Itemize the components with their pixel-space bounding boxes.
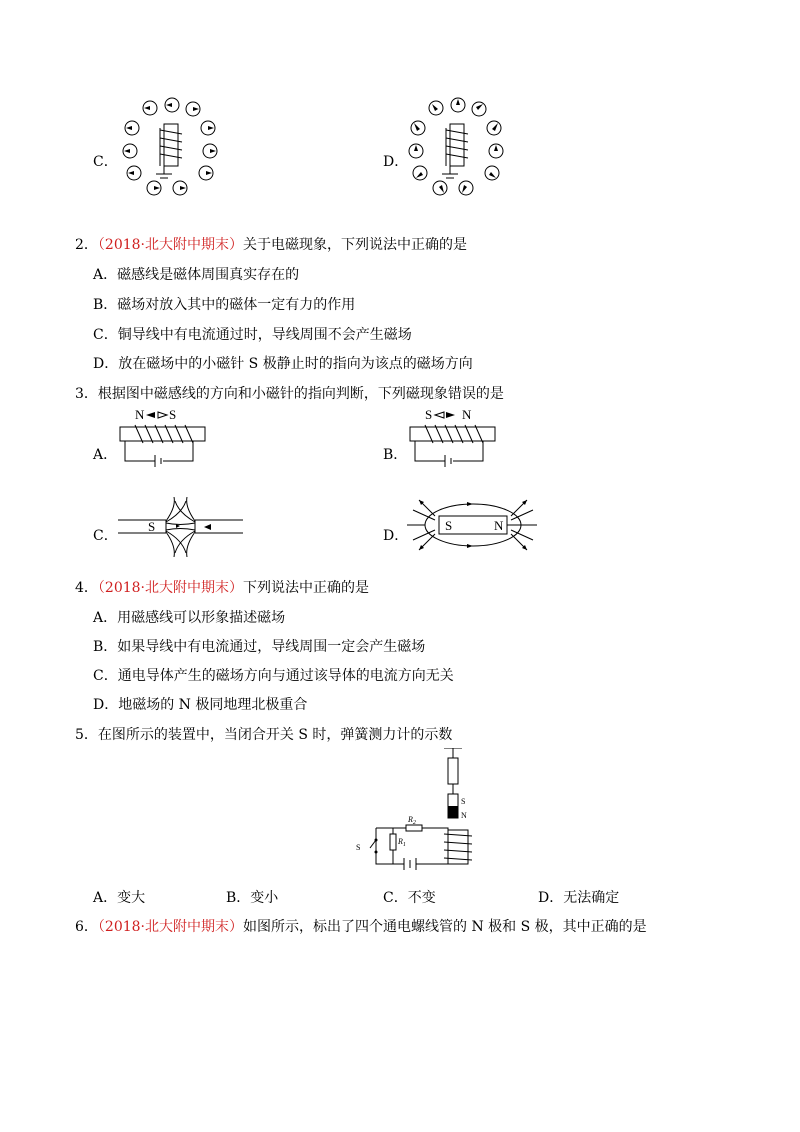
q2-option-b: B．磁场对放入其中的磁体一定有力的作用 [93,297,356,313]
q3a-compass-needle-left [146,412,155,418]
q5-stem-text: 在图所示的装置中，当闭合开关 S 时，弹簧测力计的示数 [97,727,453,743]
q4-stem [75,577,369,597]
q1-figure-d [406,96,506,196]
q3-figure-a [115,405,215,467]
q6-source: （2018·北大附中期末） [97,919,244,935]
q1-option-d-label: D． [383,154,409,170]
q3a-compass-needle-right [158,412,167,418]
q3-option-b-label: B． [383,447,408,463]
q4-option-d: D．地磁场的 N 极同地理北极重合 [93,697,308,713]
q3-option-a-label: A． [93,447,118,463]
q6-number: 6． [75,919,98,935]
q3a-left-pole: N [135,407,145,422]
q3-figure-d [405,494,540,560]
q5-switch-label: S [356,843,361,852]
q3-stem-text: 根据图中磁感线的方向和小磁针的指向判断，下列磁现象错误的是 [97,386,504,402]
q1-option-c-label: C． [93,154,118,170]
q3-figure-c [118,497,243,557]
q3-option-d-label: D． [383,528,409,544]
q5-magnet-n-label: N [461,811,467,820]
q3c-pole: S [148,519,156,534]
q2-source: （2018·北大附中期末） [97,237,244,253]
q6-stem-text: 如图所示，标出了四个通电螺线管的 N 极和 S 极，其中正确的是 [243,919,647,935]
q2-stem-text: 关于电磁现象，下列说法中正确的是 [243,237,468,253]
q4-option-b: B．如果导线中有电流通过，导线周围一定会产生磁场 [93,639,426,655]
q5-r2-sub: 2 [412,820,416,826]
q2-option-c: C．铜导线中有电流通过时，导线周围不会产生磁场 [93,327,412,343]
q6-stem [75,916,647,936]
q3b-right-pole: N [462,407,472,422]
q2-stem [75,234,467,254]
q5-r1-label: R [398,837,403,846]
q3b-left-pole: S [425,407,433,422]
q2-number: 2． [75,237,98,253]
q5-stem [75,724,452,744]
q3-number: 3． [75,386,98,402]
q3d-left-pole: S [445,518,453,533]
q3-stem [75,383,504,403]
svg-text:R1 [397,837,406,848]
q5-figure-circuit [352,748,472,870]
q5-option-a: A．变大 [93,890,146,906]
q3-option-c-label: C． [93,528,118,544]
q5-number: 5． [75,727,98,743]
q5-r2-label: R [408,815,413,824]
q5-r1-sub: 1 [402,842,406,848]
q5-option-c: C．不变 [383,890,436,906]
q3b-compass-needle-left [435,412,444,418]
q5-option-d: D．无法确定 [538,890,620,906]
q3b-compass-needle-right [446,412,455,418]
q2-option-a: A．磁感线是磁体周围真实存在的 [93,267,300,283]
q4-option-a: A．用磁感线可以形象描述磁场 [93,610,286,626]
q4-stem-text: 下列说法中正确的是 [243,580,370,596]
q4-option-c: C．通电导体产生的磁场方向与通过该导体的电流方向无关 [93,668,454,684]
q4-number: 4． [75,580,98,596]
q5-magnet-s-label: S [461,797,466,806]
q5-option-b: B．变小 [226,890,279,906]
svg-text:R2 [407,815,416,826]
q2-option-d: D．放在磁场中的小磁针 S 极静止时的指向为该点的磁场方向 [93,356,473,372]
q4-source: （2018·北大附中期末） [97,580,244,596]
q1-figure-c [120,96,220,196]
q3-figure-b [405,405,505,467]
q3a-right-pole: S [169,407,177,422]
q3d-right-pole: N [494,518,504,533]
